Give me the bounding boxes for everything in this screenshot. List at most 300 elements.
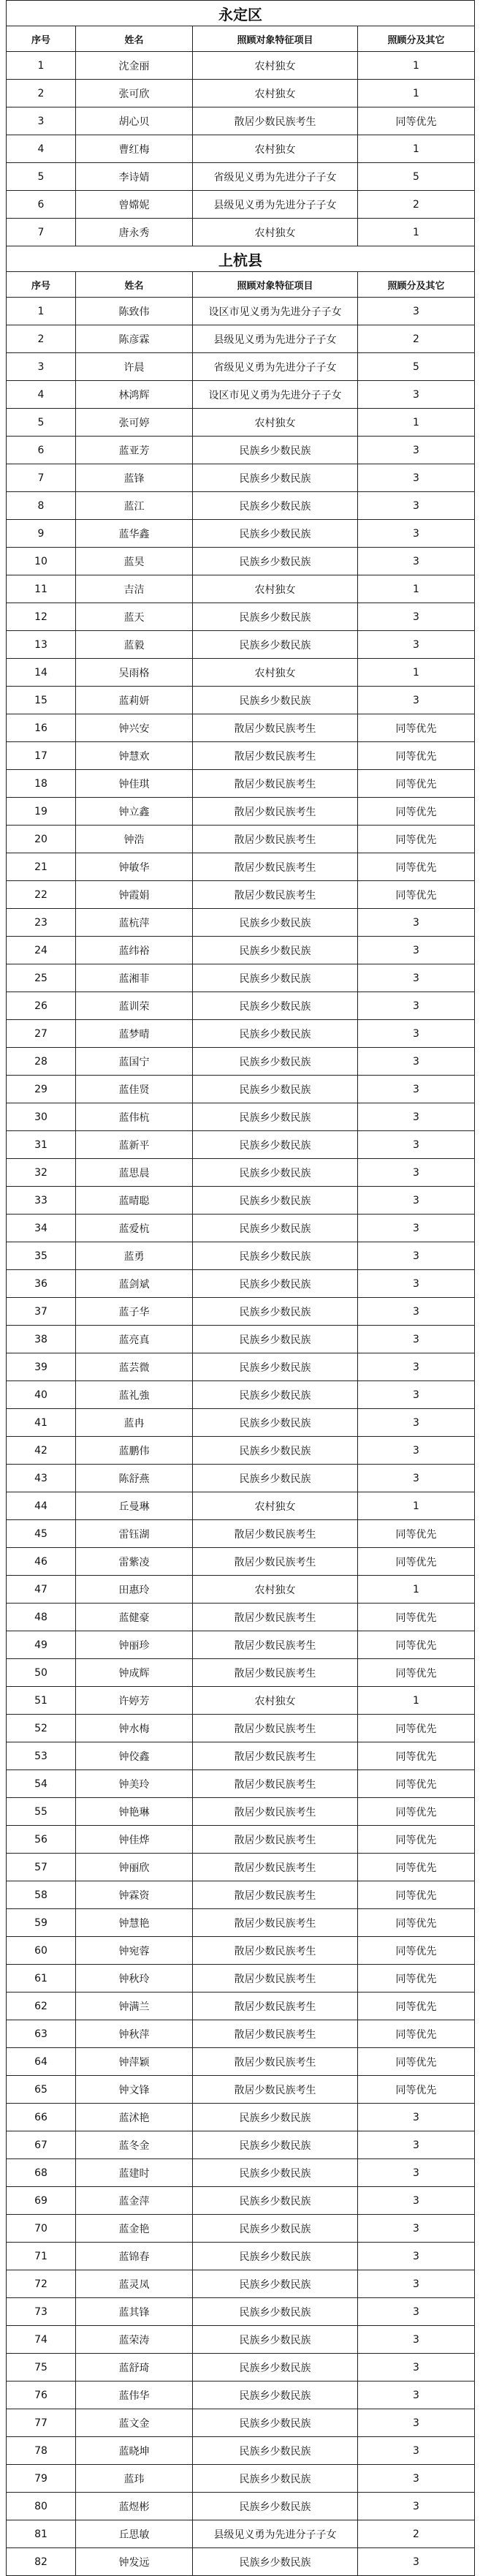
cell-care-score: 3 <box>358 2270 475 2298</box>
table-row <box>7 80 475 107</box>
cell-care-item: 民族乡少数民族 <box>193 548 358 575</box>
cell-serial-number: 20 <box>7 826 76 853</box>
cell-serial-number: 61 <box>7 1965 76 1993</box>
table-row <box>7 2326 475 2354</box>
table-row <box>7 2493 475 2520</box>
cell-care-score: 3 <box>358 964 475 992</box>
cell-care-item: 省级见义勇为先进分子子女 <box>193 353 358 381</box>
cell-serial-number: 7 <box>7 464 76 492</box>
cell-care-item: 农村独女 <box>193 409 358 437</box>
table-row <box>7 2548 475 2576</box>
cell-name: 钟敏华 <box>76 853 193 881</box>
cell-serial-number: 8 <box>7 492 76 520</box>
cell-care-item: 农村独女 <box>193 1492 358 1520</box>
cell-care-score: 1 <box>358 52 475 80</box>
cell-name: 钟秋玲 <box>76 1965 193 1993</box>
cell-serial-number: 72 <box>7 2270 76 2298</box>
cell-name: 陈致伟 <box>76 298 193 325</box>
cell-care-score: 3 <box>358 992 475 1020</box>
cell-care-score: 同等优先 <box>358 2020 475 2048</box>
table-row <box>7 798 475 826</box>
cell-name: 蓝伟杭 <box>76 1103 193 1131</box>
cell-care-score: 同等优先 <box>358 1881 475 1909</box>
table-row <box>7 2187 475 2215</box>
table-row <box>7 1492 475 1520</box>
cell-care-item: 民族乡少数民族 <box>193 1187 358 1215</box>
cell-care-item: 设区市见义勇为先进分子子女 <box>193 381 358 409</box>
cell-serial-number: 18 <box>7 770 76 798</box>
cell-serial-number: 7 <box>7 219 76 246</box>
cell-name: 蓝金艳 <box>76 2215 193 2243</box>
cell-care-item: 民族乡少数民族 <box>193 2437 358 2465</box>
cell-care-score: 3 <box>358 2382 475 2409</box>
cell-name: 雷紫凌 <box>76 1548 193 1576</box>
cell-name: 吉洁 <box>76 575 193 603</box>
cell-serial-number: 58 <box>7 1881 76 1909</box>
cell-care-item: 散居少数民族考生 <box>193 1937 358 1965</box>
cell-serial-number: 43 <box>7 1465 76 1492</box>
table-row <box>7 520 475 548</box>
table-row <box>7 1659 475 1687</box>
cell-care-score: 3 <box>358 1298 475 1326</box>
cell-care-item: 民族乡少数民族 <box>193 2465 358 2493</box>
cell-care-item: 民族乡少数民族 <box>193 2326 358 2354</box>
table-row <box>7 107 475 135</box>
cell-name: 钟宛蓉 <box>76 1937 193 1965</box>
cell-care-score: 3 <box>358 1326 475 1353</box>
table-row <box>7 1604 475 1631</box>
cell-serial-number: 69 <box>7 2187 76 2215</box>
cell-name: 蓝礼強 <box>76 1381 193 1409</box>
cell-care-item: 民族乡少数民族 <box>193 1381 358 1409</box>
cell-serial-number: 25 <box>7 964 76 992</box>
cell-care-score: 3 <box>358 1159 475 1187</box>
table-row <box>7 2437 475 2465</box>
cell-care-item: 散居少数民族考生 <box>193 742 358 770</box>
table-row <box>7 1270 475 1298</box>
cell-serial-number: 54 <box>7 1770 76 1798</box>
header-care-score: 照顾分及其它 <box>358 272 475 298</box>
cell-care-score: 同等优先 <box>358 107 475 135</box>
cell-name: 陈彦霖 <box>76 325 193 353</box>
cell-name: 钟慧欢 <box>76 742 193 770</box>
table-row <box>7 1687 475 1715</box>
cell-care-item: 农村独女 <box>193 80 358 107</box>
cell-care-item: 民族乡少数民族 <box>193 1270 358 1298</box>
cell-care-score: 3 <box>358 2548 475 2576</box>
cell-serial-number: 32 <box>7 1159 76 1187</box>
cell-serial-number: 66 <box>7 2104 76 2131</box>
cell-serial-number: 3 <box>7 353 76 381</box>
cell-name: 蓝亚芳 <box>76 437 193 464</box>
cell-care-item: 民族乡少数民族 <box>193 2131 358 2159</box>
cell-name: 蓝鹏伟 <box>76 1437 193 1465</box>
cell-care-score: 3 <box>358 1409 475 1437</box>
cell-care-score: 3 <box>358 2465 475 2493</box>
cell-care-item: 民族乡少数民族 <box>193 603 358 631</box>
cell-care-score: 3 <box>358 2409 475 2437</box>
table-row <box>7 1242 475 1270</box>
cell-name: 钟发远 <box>76 2548 193 2576</box>
cell-name: 蓝训荣 <box>76 992 193 1020</box>
table-row <box>7 325 475 353</box>
cell-serial-number: 77 <box>7 2409 76 2437</box>
cell-care-item: 散居少数民族考生 <box>193 798 358 826</box>
table-row <box>7 1770 475 1798</box>
cell-care-score: 3 <box>358 603 475 631</box>
cell-care-score: 同等优先 <box>358 2076 475 2104</box>
table-row <box>7 770 475 798</box>
cell-name: 钟美玲 <box>76 1770 193 1798</box>
cell-care-item: 散居少数民族考生 <box>193 1826 358 1854</box>
header-care-item: 照顾对象特征项目 <box>193 272 358 298</box>
cell-name: 钟佼鑫 <box>76 1742 193 1770</box>
cell-serial-number: 71 <box>7 2243 76 2270</box>
cell-care-item: 省级见义勇为先进分子子女 <box>193 163 358 191</box>
cell-serial-number: 79 <box>7 2465 76 2493</box>
cell-name: 钟佳烨 <box>76 1826 193 1854</box>
table-row <box>7 1048 475 1076</box>
cell-care-item: 民族乡少数民族 <box>193 2298 358 2326</box>
table-row <box>7 381 475 409</box>
table-row <box>7 1076 475 1103</box>
cell-serial-number: 41 <box>7 1409 76 1437</box>
cell-name: 蓝剑斌 <box>76 1270 193 1298</box>
cell-care-score: 3 <box>358 548 475 575</box>
roster-table <box>6 0 475 2576</box>
cell-care-score: 1 <box>358 409 475 437</box>
cell-name: 吴雨格 <box>76 659 193 687</box>
cell-serial-number: 34 <box>7 1215 76 1242</box>
table-row <box>7 687 475 714</box>
cell-name: 钟兴安 <box>76 714 193 742</box>
table-row <box>7 1131 475 1159</box>
cell-care-item: 民族乡少数民族 <box>193 464 358 492</box>
cell-care-item: 民族乡少数民族 <box>193 437 358 464</box>
table-row <box>7 163 475 191</box>
cell-care-score: 5 <box>358 163 475 191</box>
table-row <box>7 1548 475 1576</box>
cell-name: 蓝灵凤 <box>76 2270 193 2298</box>
cell-care-score: 3 <box>358 2243 475 2270</box>
cell-name: 钟水梅 <box>76 1715 193 1742</box>
cell-name: 许晨 <box>76 353 193 381</box>
table-row <box>7 575 475 603</box>
cell-care-score: 同等优先 <box>358 1965 475 1993</box>
cell-care-item: 民族乡少数民族 <box>193 2548 358 2576</box>
table-row <box>7 1326 475 1353</box>
cell-name: 蓝伟华 <box>76 2382 193 2409</box>
table-row <box>7 1965 475 1993</box>
cell-care-score: 同等优先 <box>358 1715 475 1742</box>
cell-care-item: 民族乡少数民族 <box>193 1159 358 1187</box>
cell-care-item: 县级见义勇为先进分子子女 <box>193 191 358 219</box>
cell-name: 蓝亮真 <box>76 1326 193 1353</box>
cell-name: 蓝毅 <box>76 631 193 659</box>
cell-care-score: 3 <box>358 2437 475 2465</box>
cell-serial-number: 73 <box>7 2298 76 2326</box>
table-row <box>7 1381 475 1409</box>
cell-serial-number: 23 <box>7 909 76 937</box>
cell-serial-number: 27 <box>7 1020 76 1048</box>
cell-care-score: 3 <box>358 1103 475 1131</box>
table-row <box>7 1715 475 1742</box>
cell-name: 钟佳琪 <box>76 770 193 798</box>
cell-care-score: 1 <box>358 1576 475 1604</box>
cell-care-score: 3 <box>358 1048 475 1076</box>
table-row <box>7 1159 475 1187</box>
cell-serial-number: 11 <box>7 575 76 603</box>
cell-serial-number: 62 <box>7 1993 76 2020</box>
cell-serial-number: 38 <box>7 1326 76 1353</box>
table-row <box>7 1520 475 1548</box>
table-row <box>7 1909 475 1937</box>
cell-serial-number: 39 <box>7 1353 76 1381</box>
cell-serial-number: 52 <box>7 1715 76 1742</box>
cell-care-score: 3 <box>358 2354 475 2382</box>
cell-serial-number: 45 <box>7 1520 76 1548</box>
cell-name: 许婷芳 <box>76 1687 193 1715</box>
table-row <box>7 1631 475 1659</box>
cell-care-item: 散居少数民族考生 <box>193 1909 358 1937</box>
column-header-row <box>7 26 475 52</box>
table-row <box>7 52 475 80</box>
cell-name: 钟艳琳 <box>76 1798 193 1826</box>
table-row <box>7 2382 475 2409</box>
cell-name: 田惠玲 <box>76 1576 193 1604</box>
cell-care-score: 同等优先 <box>358 881 475 909</box>
cell-name: 蓝国宁 <box>76 1048 193 1076</box>
cell-care-item: 设区市见义勇为先进分子子女 <box>193 298 358 325</box>
cell-care-item: 散居少数民族考生 <box>193 770 358 798</box>
cell-care-score: 3 <box>358 2187 475 2215</box>
cell-name: 蓝冉 <box>76 1409 193 1437</box>
table-row <box>7 492 475 520</box>
cell-care-item: 民族乡少数民族 <box>193 2354 358 2382</box>
cell-care-item: 农村独女 <box>193 135 358 163</box>
cell-care-item: 散居少数民族考生 <box>193 1631 358 1659</box>
table-row <box>7 1409 475 1437</box>
cell-care-score: 同等优先 <box>358 1909 475 1937</box>
cell-name: 丘思敏 <box>76 2520 193 2548</box>
cell-care-score: 3 <box>358 2298 475 2326</box>
cell-care-score: 1 <box>358 659 475 687</box>
table-row <box>7 548 475 575</box>
cell-serial-number: 37 <box>7 1298 76 1326</box>
cell-care-item: 散居少数民族考生 <box>193 2076 358 2104</box>
cell-care-item: 民族乡少数民族 <box>193 1298 358 1326</box>
cell-care-score: 3 <box>358 2493 475 2520</box>
table-row <box>7 135 475 163</box>
table-row <box>7 1187 475 1215</box>
cell-name: 蓝冬金 <box>76 2131 193 2159</box>
cell-serial-number: 67 <box>7 2131 76 2159</box>
table-row <box>7 1465 475 1492</box>
table-row <box>7 409 475 437</box>
table-row <box>7 2354 475 2382</box>
cell-care-item: 散居少数民族考生 <box>193 1604 358 1631</box>
cell-care-score: 3 <box>358 2104 475 2131</box>
cell-care-item: 民族乡少数民族 <box>193 1465 358 1492</box>
cell-name: 蓝莉妍 <box>76 687 193 714</box>
table-row <box>7 2020 475 2048</box>
cell-care-score: 同等优先 <box>358 1770 475 1798</box>
cell-care-score: 3 <box>358 520 475 548</box>
cell-care-item: 民族乡少数民族 <box>193 2187 358 2215</box>
cell-care-item: 农村独女 <box>193 1687 358 1715</box>
cell-care-score: 同等优先 <box>358 714 475 742</box>
table-row <box>7 1742 475 1770</box>
cell-care-score: 3 <box>358 687 475 714</box>
table-row <box>7 353 475 381</box>
cell-serial-number: 51 <box>7 1687 76 1715</box>
cell-serial-number: 19 <box>7 798 76 826</box>
cell-serial-number: 48 <box>7 1604 76 1631</box>
cell-serial-number: 56 <box>7 1826 76 1854</box>
cell-care-item: 民族乡少数民族 <box>193 492 358 520</box>
cell-care-score: 3 <box>358 298 475 325</box>
cell-name: 蓝江 <box>76 492 193 520</box>
cell-name: 蓝新平 <box>76 1131 193 1159</box>
cell-name: 蓝晓坤 <box>76 2437 193 2465</box>
cell-name: 蓝晴聪 <box>76 1187 193 1215</box>
cell-care-item: 散居少数民族考生 <box>193 1715 358 1742</box>
cell-serial-number: 40 <box>7 1381 76 1409</box>
header-serial-number: 序号 <box>7 272 76 298</box>
cell-serial-number: 53 <box>7 1742 76 1770</box>
cell-care-item: 农村独女 <box>193 1576 358 1604</box>
cell-care-item: 散居少数民族考生 <box>193 853 358 881</box>
cell-serial-number: 60 <box>7 1937 76 1965</box>
cell-care-item: 散居少数民族考生 <box>193 2048 358 2076</box>
cell-serial-number: 16 <box>7 714 76 742</box>
cell-name: 蓝芸微 <box>76 1353 193 1381</box>
cell-serial-number: 33 <box>7 1187 76 1215</box>
table-row <box>7 2215 475 2243</box>
cell-care-score: 3 <box>358 1215 475 1242</box>
table-row <box>7 2409 475 2437</box>
cell-care-item: 民族乡少数民族 <box>193 520 358 548</box>
cell-care-item: 县级见义勇为先进分子子女 <box>193 325 358 353</box>
cell-name: 蓝爱杭 <box>76 1215 193 1242</box>
table-row <box>7 1576 475 1604</box>
cell-care-item: 民族乡少数民族 <box>193 909 358 937</box>
cell-care-item: 民族乡少数民族 <box>193 1409 358 1437</box>
table-row <box>7 437 475 464</box>
cell-care-score: 3 <box>358 2159 475 2187</box>
cell-care-score: 同等优先 <box>358 826 475 853</box>
cell-serial-number: 42 <box>7 1437 76 1465</box>
cell-name: 蓝锋 <box>76 464 193 492</box>
cell-care-item: 民族乡少数民族 <box>193 2215 358 2243</box>
cell-care-score: 3 <box>358 1242 475 1270</box>
cell-name: 钟浩 <box>76 826 193 853</box>
cell-care-score: 3 <box>358 1353 475 1381</box>
cell-care-score: 3 <box>358 937 475 964</box>
table-row <box>7 2159 475 2187</box>
cell-care-item: 民族乡少数民族 <box>193 937 358 964</box>
table-row <box>7 1215 475 1242</box>
header-name: 姓名 <box>76 26 193 52</box>
cell-care-item: 民族乡少数民族 <box>193 1076 358 1103</box>
cell-serial-number: 6 <box>7 437 76 464</box>
cell-name: 钟秋萍 <box>76 2020 193 2048</box>
cell-care-item: 散居少数民族考生 <box>193 2020 358 2048</box>
cell-serial-number: 57 <box>7 1854 76 1881</box>
cell-name: 胡心贝 <box>76 107 193 135</box>
cell-care-score: 同等优先 <box>358 1631 475 1659</box>
cell-care-item: 散居少数民族考生 <box>193 1770 358 1798</box>
cell-care-item: 民族乡少数民族 <box>193 2409 358 2437</box>
header-name: 姓名 <box>76 272 193 298</box>
cell-serial-number: 78 <box>7 2437 76 2465</box>
cell-care-item: 散居少数民族考生 <box>193 881 358 909</box>
table-row <box>7 1798 475 1826</box>
cell-serial-number: 44 <box>7 1492 76 1520</box>
cell-name: 钟丽珍 <box>76 1631 193 1659</box>
cell-serial-number: 64 <box>7 2048 76 2076</box>
cell-care-score: 同等优先 <box>358 1826 475 1854</box>
cell-serial-number: 74 <box>7 2326 76 2354</box>
table-row <box>7 2298 475 2326</box>
cell-serial-number: 5 <box>7 409 76 437</box>
cell-serial-number: 46 <box>7 1548 76 1576</box>
cell-name: 蓝建时 <box>76 2159 193 2187</box>
cell-care-score: 3 <box>358 1465 475 1492</box>
cell-name: 蓝文金 <box>76 2409 193 2437</box>
cell-care-score: 3 <box>358 1020 475 1048</box>
cell-name: 蓝锦春 <box>76 2243 193 2270</box>
cell-care-score: 同等优先 <box>358 853 475 881</box>
cell-name: 蓝佳贤 <box>76 1076 193 1103</box>
column-header-row <box>7 272 475 298</box>
table-row <box>7 1854 475 1881</box>
cell-serial-number: 1 <box>7 298 76 325</box>
cell-care-item: 散居少数民族考生 <box>193 1520 358 1548</box>
cell-care-item: 民族乡少数民族 <box>193 1353 358 1381</box>
section-title-row <box>7 1 475 26</box>
cell-name: 蓝煜彬 <box>76 2493 193 2520</box>
cell-care-item: 民族乡少数民族 <box>193 2493 358 2520</box>
cell-serial-number: 29 <box>7 1076 76 1103</box>
cell-care-item: 散居少数民族考生 <box>193 1798 358 1826</box>
cell-care-item: 民族乡少数民族 <box>193 2270 358 2298</box>
cell-serial-number: 75 <box>7 2354 76 2382</box>
cell-care-item: 农村独女 <box>193 575 358 603</box>
cell-serial-number: 80 <box>7 2493 76 2520</box>
cell-care-score: 5 <box>358 353 475 381</box>
cell-name: 蓝玮 <box>76 2465 193 2493</box>
cell-care-score: 1 <box>358 219 475 246</box>
cell-care-score: 同等优先 <box>358 1604 475 1631</box>
table-row <box>7 1103 475 1131</box>
table-row <box>7 298 475 325</box>
cell-care-item: 农村独女 <box>193 52 358 80</box>
cell-serial-number: 10 <box>7 548 76 575</box>
table-row <box>7 964 475 992</box>
cell-care-item: 散居少数民族考生 <box>193 1742 358 1770</box>
cell-name: 钟满兰 <box>76 1993 193 2020</box>
cell-serial-number: 82 <box>7 2548 76 2576</box>
cell-name: 蓝思晨 <box>76 1159 193 1187</box>
cell-serial-number: 21 <box>7 853 76 881</box>
cell-care-item: 民族乡少数民族 <box>193 2159 358 2187</box>
cell-care-score: 3 <box>358 1270 475 1298</box>
table-row <box>7 2520 475 2548</box>
cell-care-score: 1 <box>358 575 475 603</box>
cell-care-item: 民族乡少数民族 <box>193 631 358 659</box>
cell-care-score: 同等优先 <box>358 1798 475 1826</box>
